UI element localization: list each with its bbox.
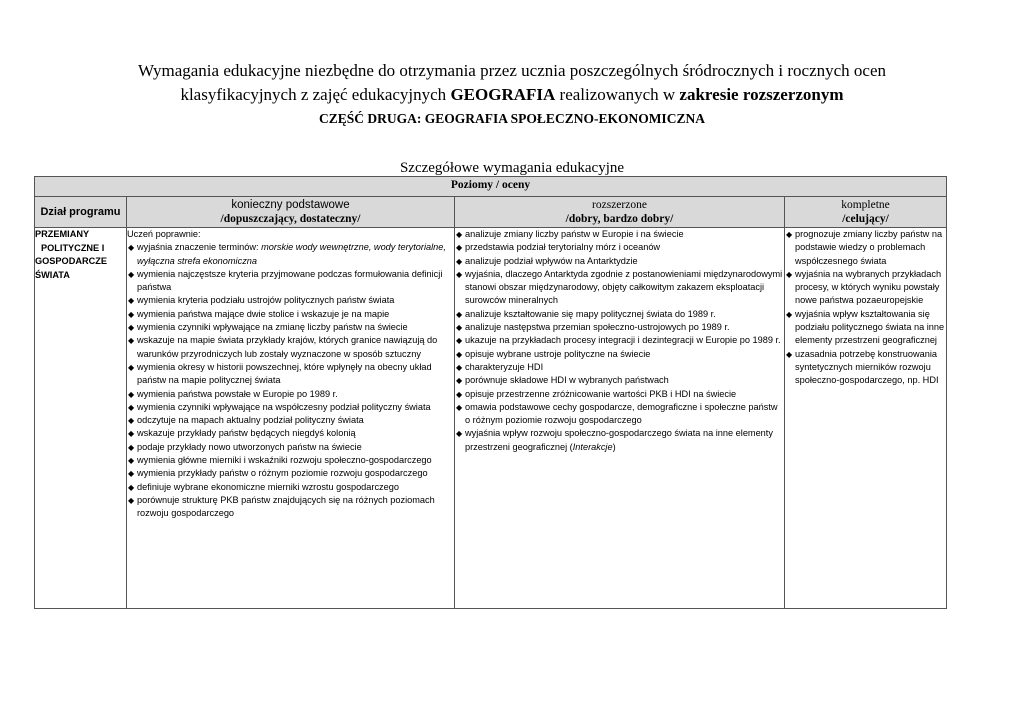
item-text: wyjaśnia wpływ kształtowania się podziału politycznego świata na inne elementy przestrzeni geograficznej [795, 308, 945, 346]
column-level: kompletne [841, 199, 890, 211]
item-text: prognozuje zmiany liczby państw na podstawie wiedzy o problemach współczesnego świata [795, 229, 943, 266]
list-item [127, 321, 454, 334]
list-item [127, 454, 454, 467]
dzial-name [35, 228, 127, 609]
item-text: wymienia główne mierniki i wskaźniki rozwoju społeczno-gospodarczego [137, 455, 432, 466]
item-text: wskazuje przykłady państw będących niegdyś kolonią [137, 428, 356, 439]
list-item [455, 401, 784, 428]
intro-text: Uczeń poprawnie: [127, 229, 201, 239]
item-text: analizuje zmiany liczby państw w Europie i na świecie [465, 229, 684, 239]
scope-name: zakresie rozszerzonym [679, 85, 844, 104]
bullet-icon: ◆ [128, 429, 135, 439]
bullet-icon: ◆ [128, 309, 135, 319]
bullet-icon: ◆ [786, 349, 793, 359]
list-item [127, 308, 454, 321]
column-grades: /dobry, bardzo dobry/ [565, 213, 674, 225]
item-text: przedstawia podział terytorialny mórz i oceanów [465, 242, 661, 253]
bullet-icon: ◆ [456, 402, 463, 412]
list-item [127, 241, 454, 268]
list-item [127, 401, 454, 414]
bullet-icon: ◆ [456, 309, 463, 319]
item-emphasis: morskie wody wewnętrzne, wody terytorialne, wyłączna strefa ekonomiczna [137, 242, 446, 266]
item-text: wymienia najczęstsze kryteria przyjmowane podczas formułowania definicji państwa [137, 268, 443, 293]
bullet-icon: ◆ [786, 230, 793, 239]
section-title: Szczegółowe wymagania edukacyjne [399, 160, 625, 176]
title-line-2-part: realizowanych w [555, 85, 680, 104]
list-item [127, 427, 454, 440]
item-text: wymienia przykłady państw o różnym poziomie rozwoju gospodarczego [137, 468, 428, 479]
item-text: wymienia okresy w historii powszechnej, które wpłynęły na obecny układ państw na mapie politycznej świata [137, 361, 432, 386]
list-item [455, 255, 784, 268]
list-item [455, 348, 784, 361]
column-grades: /dopuszczający, dostateczny/ [220, 213, 361, 225]
list-item [455, 388, 784, 401]
bullet-icon: ◆ [128, 269, 135, 279]
item-text: wskazuje na mapie świata przykłady krajów, których granice nawiązują do warunków przyrodniczych lub zostały wyznaczone w sposób sztuczny [137, 335, 438, 359]
item-text: wymienia czynniki wpływające na współczesny podział polityczny świata [137, 401, 431, 412]
dzial-name-line: PRZEMIANY [35, 229, 90, 239]
column-header-kompletne [785, 197, 947, 228]
part-title: CZĘŚĆ DRUGA: GEOGRAFIA SPOŁECZNO-EKONOMICZNA [319, 111, 705, 126]
levels-header: Poziomy / oceny [35, 177, 947, 197]
list-item [127, 441, 454, 454]
list-item [455, 321, 784, 334]
bullet-icon: ◆ [456, 349, 463, 359]
item-text: wymienia państwa powstałe w Europie po 1989 r. [137, 388, 338, 399]
list-item [455, 241, 784, 254]
item-text: uzasadnia potrzebę konstruowania syntetycznych mierników rozwoju społeczno-gospodarczego, np. HDI [795, 348, 939, 386]
column-level: rozszerzone [592, 199, 647, 211]
requirements-list [785, 228, 946, 388]
bullet-icon: ◆ [128, 442, 135, 452]
requirements-konieczny [127, 228, 455, 609]
list-item [455, 268, 784, 308]
bullet-icon: ◆ [128, 362, 135, 372]
item-text: wymienia państwa mające dwie stolice i wskazuje je na mapie [137, 308, 390, 319]
bullet-icon: ◆ [456, 323, 463, 333]
column-level: konieczny podstawowe [231, 199, 350, 211]
item-text: charakteryzuje HDI [465, 361, 544, 372]
item-text: analizuje podział wpływów na Antarktydzie [465, 255, 638, 266]
list-item [455, 374, 784, 387]
bullet-icon: ◆ [456, 230, 463, 239]
bullet-icon: ◆ [128, 296, 135, 306]
list-item [127, 388, 454, 401]
item-text: opisuje przestrzenne zróżnicowanie wartości PKB i HDI na świecie [465, 388, 737, 399]
bullet-icon: ◆ [128, 243, 135, 253]
title-line-2 [0, 83, 1024, 107]
item-text: omawia podstawowe cechy gospodarcze, demograficzne i społeczne państw o różnym poziomie rozwoju gospodarczego [465, 401, 778, 426]
list-item [127, 268, 454, 295]
bullet-icon: ◆ [128, 323, 135, 333]
requirements-list [455, 228, 784, 454]
item-text: wymienia czynniki wpływające na zmianę liczby państw na świecie [137, 322, 408, 333]
item-text: definiuje wybrane ekonomiczne mierniki wzrostu gospodarczego [137, 481, 399, 492]
column-grades: /celujący/ [842, 213, 889, 225]
bullet-icon: ◆ [128, 495, 135, 505]
bullet-icon: ◆ [456, 429, 463, 439]
bullet-icon: ◆ [456, 336, 463, 346]
item-text-tail: ) [612, 441, 616, 452]
dzial-name-line: ŚWIATA [35, 269, 70, 280]
item-text: porównuje składowe HDI w wybranych państwach [465, 375, 669, 386]
bullet-icon: ◆ [128, 469, 135, 479]
dzial-name-line: GOSPODARCZE [35, 256, 107, 266]
list-item [455, 427, 784, 454]
bullet-icon: ◆ [128, 456, 135, 466]
item-text: odczytuje na mapach aktualny podział polityczny świata [137, 415, 364, 426]
bullet-icon: ◆ [128, 402, 135, 412]
list-item [785, 348, 946, 388]
dzial-header: Dział programu [35, 197, 127, 228]
bullet-icon: ◆ [128, 336, 135, 346]
title-line-1: Wymagania edukacyjne niezbędne do otrzymania przez ucznia poszczególnych śródrocznych i rocznych ocen [137, 61, 887, 80]
item-text: wyjaśnia znaczenie terminów: [137, 242, 262, 253]
list-item [127, 494, 454, 521]
bullet-icon: ◆ [786, 309, 793, 319]
bullet-icon: ◆ [456, 389, 463, 399]
bullet-icon: ◆ [128, 482, 135, 492]
item-text: opisuje wybrane ustroje polityczne na świecie [465, 348, 651, 359]
bullet-icon: ◆ [128, 389, 135, 399]
item-text: wyjaśnia na wybranych przykładach procesy, w których wyniku powstały nowe państwa pozaeuropejskie [795, 268, 942, 306]
list-item [455, 308, 784, 321]
list-item [127, 467, 454, 480]
list-item [455, 334, 784, 347]
subject-name: GEOGRAFIA [450, 85, 556, 104]
list-item [127, 361, 454, 388]
bullet-icon: ◆ [456, 376, 463, 386]
item-text: ukazuje na przykładach procesy integracji i dezintegracji w Europie po 1989 r. [465, 335, 781, 346]
item-text: wymienia kryteria podziału ustrojów politycznych państw świata [137, 295, 395, 306]
bullet-icon: ◆ [456, 256, 463, 266]
bullet-icon: ◆ [786, 269, 793, 279]
item-text: analizuje następstwa przemian społeczno-ustrojowych po 1989 r. [465, 322, 730, 333]
item-emphasis: Interakcje [572, 441, 613, 452]
list-item [127, 334, 454, 361]
item-text: porównuje strukturę PKB państw znajdujących się na różnych poziomach rozwoju gospodarczego [137, 494, 435, 519]
title-line-2-part: klasyfikacyjnych z zajęć edukacyjnych [180, 85, 451, 104]
dzial-name-line: POLITYCZNE I [41, 242, 105, 253]
list-item [785, 308, 946, 348]
bullet-icon: ◆ [128, 416, 135, 426]
requirements-kompletne [785, 228, 947, 609]
list-item [785, 268, 946, 308]
item-text: wyjaśnia wpływ rozwoju społeczno-gospodarczego świata na inne elementy przestrzeni geograficznej ( [465, 428, 773, 452]
list-item [785, 228, 946, 268]
list-item [127, 481, 454, 494]
item-text: podaje przykłady nowo utworzonych państw na świecie [137, 441, 362, 452]
list-item [127, 294, 454, 307]
document-title [0, 58, 1024, 129]
requirements-list [127, 241, 454, 520]
list-item [455, 361, 784, 374]
column-header-rozszerzone [455, 197, 785, 228]
requirements-rozszerzone [455, 228, 785, 609]
list-item [127, 414, 454, 427]
bullet-icon: ◆ [456, 362, 463, 372]
list-item [455, 228, 784, 241]
requirements-table [34, 176, 947, 609]
bullet-icon: ◆ [456, 269, 463, 279]
item-text: analizuje kształtowanie się mapy politycznej świata do 1989 r. [465, 308, 716, 319]
column-header-konieczny [127, 197, 455, 228]
item-text: wyjaśnia, dlaczego Antarktyda zgodnie z postanowieniami międzynarodowymi stanowi obszar międzynarodowy, objęty całkowitym zakazem eksploatacji surowców mineralnych [465, 268, 783, 306]
bullet-icon: ◆ [456, 243, 463, 253]
